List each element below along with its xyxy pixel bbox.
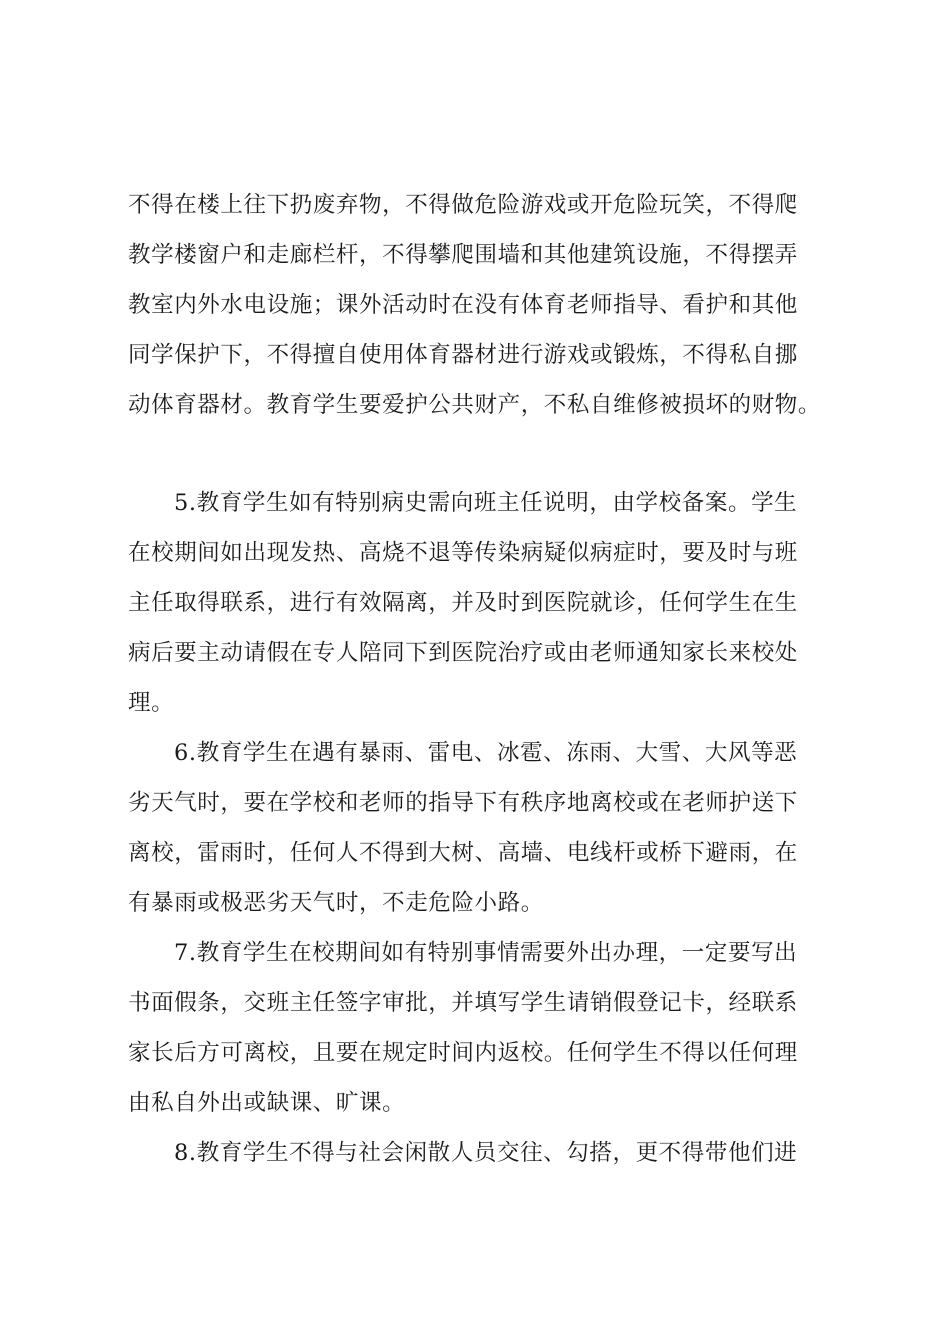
paragraph-first-line: 7.教育学生在校期间如有特别事情需要外出办理，一定要写出 <box>174 940 798 966</box>
item-8-paragraph <box>128 1128 840 1178</box>
paragraph-line: 教室内外水电设施；课外活动时在没有体育老师指导、看护和其他 <box>128 292 798 318</box>
paragraph-line: 病后要主动请假在专人陪同下到医院治疗或由老师通知家长来校处 <box>128 640 798 666</box>
paragraph-line: 由私自外出或缺课、旷课。 <box>128 1090 406 1116</box>
paragraph-line: 在校期间如出现发热、高烧不退等传染病疑似病症时，要及时与班 <box>128 540 798 566</box>
paragraph-first-line: 8.教育学生不得与社会闲散人员交往、勾搭，更不得带他们进 <box>174 1140 798 1166</box>
paragraph-line: 劣天气时，要在学校和老师的指导下有秩序地离校或在老师护送下 <box>128 790 798 816</box>
paragraph-line: 家长后方可离校，且要在规定时间内返校。任何学生不得以任何理 <box>128 1040 798 1066</box>
paragraph-first-line: 6.教育学生在遇有暴雨、雷电、冰雹、冻雨、大雪、大风等恶 <box>174 740 798 766</box>
paragraph-line: 有暴雨或极恶劣天气时，不走危险小路。 <box>128 890 544 916</box>
paragraph-line: 教学楼窗户和走廊栏杆，不得攀爬围墙和其他建筑设施，不得摆弄 <box>128 242 798 268</box>
paragraph-first-line: 5.教育学生如有特别病史需向班主任说明，由学校备案。学生 <box>174 490 798 516</box>
item-5-paragraph <box>128 478 840 728</box>
paragraph-line: 动体育器材。教育学生要爱护公共财产，不私自维修被损坏的财物。 <box>128 392 822 418</box>
paragraph-line: 离校，雷雨时，任何人不得到大树、高墙、电线杆或桥下避雨，在 <box>128 840 798 866</box>
paragraph-line: 不得在楼上往下扔废弃物，不得做危险游戏或开危险玩笑，不得爬 <box>128 192 798 218</box>
paragraph-line: 主任取得联系，进行有效隔离，并及时到医院就诊，任何学生在生 <box>128 590 798 616</box>
intro-paragraph <box>128 180 840 430</box>
item-7-paragraph <box>128 928 840 1128</box>
paragraph-line: 书面假条，交班主任签字审批，并填写学生请销假登记卡，经联系 <box>128 990 798 1016</box>
item-6-paragraph <box>128 728 840 928</box>
paragraph-line: 同学保护下，不得擅自使用体育器材进行游戏或锻炼，不得私自挪 <box>128 342 798 368</box>
paragraph-line: 理。 <box>128 690 175 716</box>
